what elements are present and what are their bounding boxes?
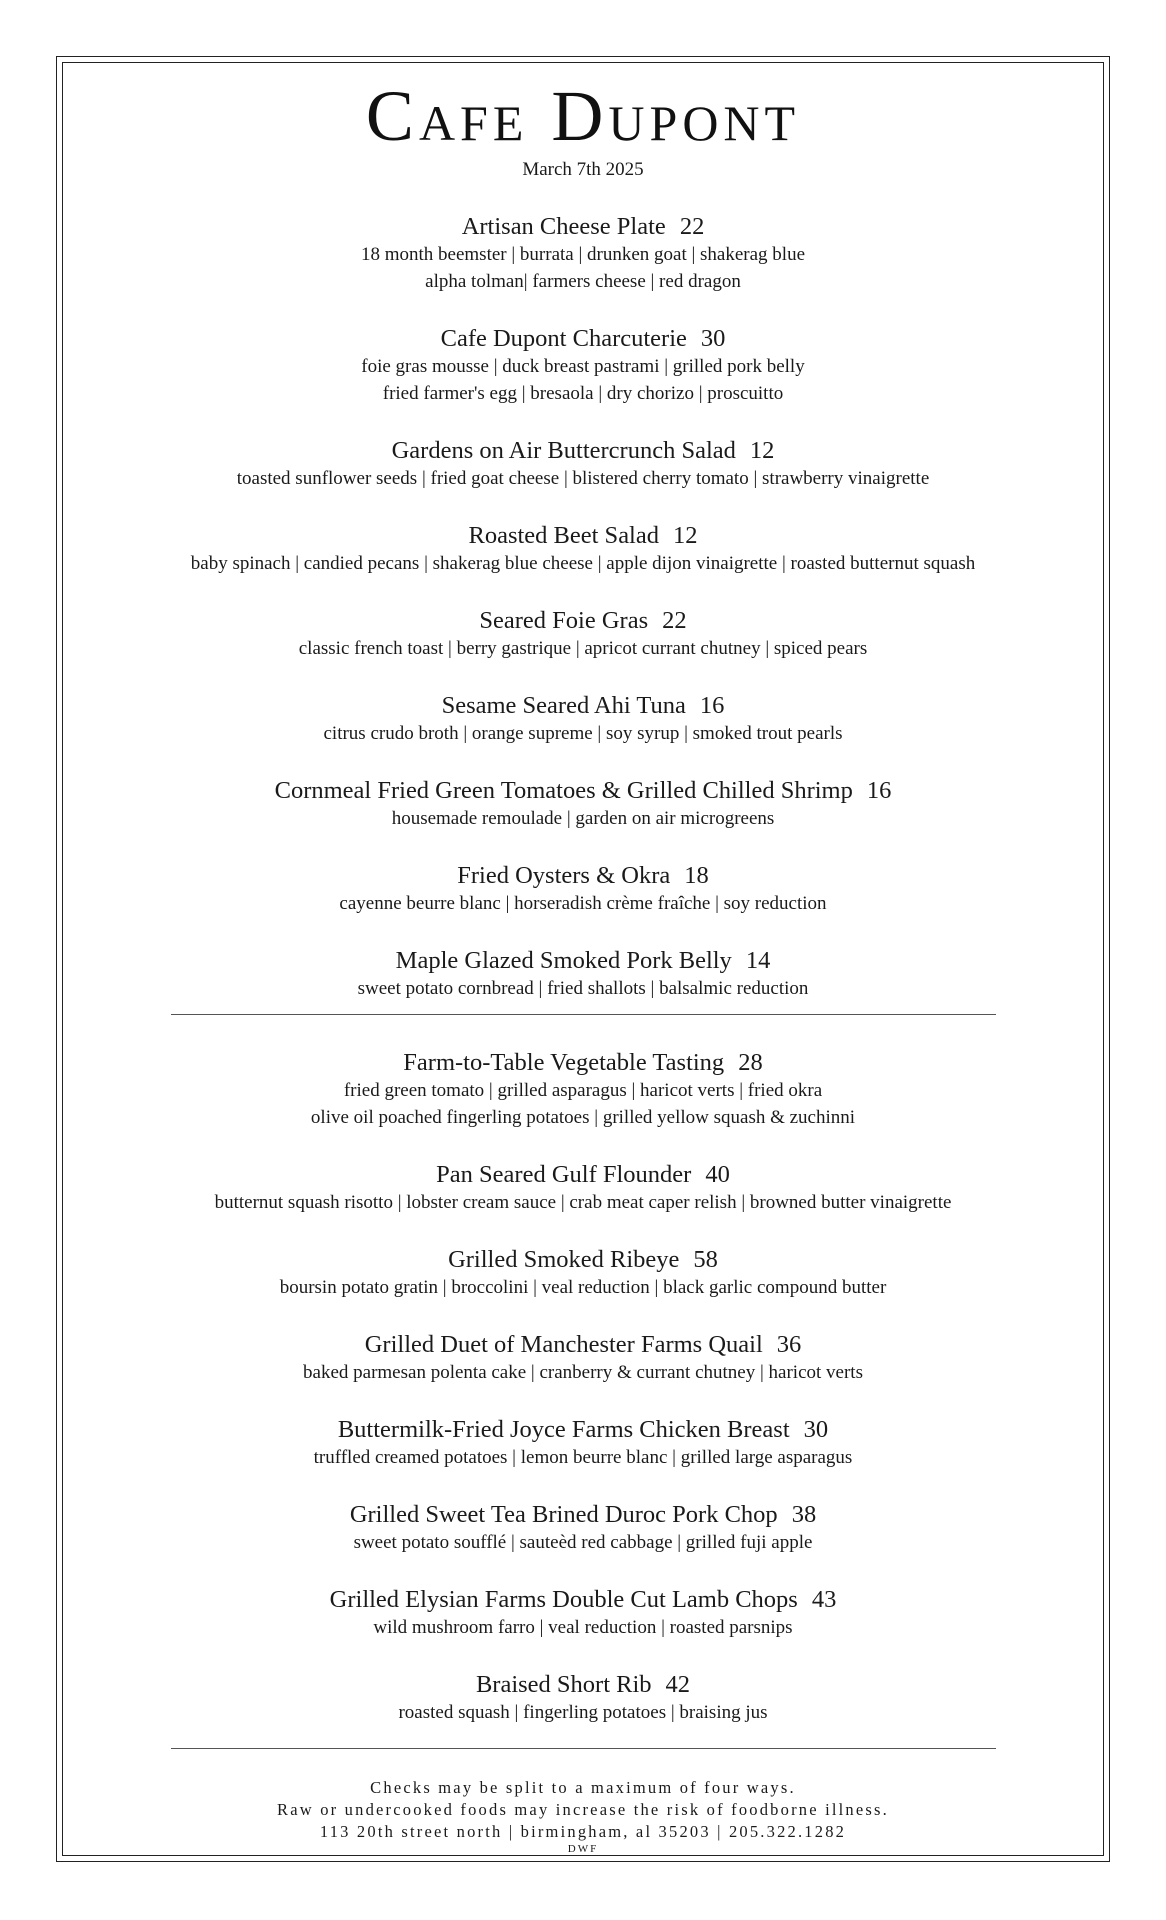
footer-food-warning: Raw or undercooked foods may increase the risk of foodborne illness. xyxy=(277,1800,889,1819)
menu-item xyxy=(62,692,1104,747)
menu-item-description: citrus crudo broth | orange supreme | soy syrup | smoked trout pearls xyxy=(323,723,843,744)
menu-item-name: Farm-to-Table Vegetable Tasting xyxy=(403,1049,725,1076)
menu-item xyxy=(62,777,1104,832)
menu-item-heading xyxy=(62,1049,1104,1077)
menu-item-description: sweet potato soufflé | sauteèd red cabbage | grilled fuji apple xyxy=(353,1532,813,1553)
menu-item xyxy=(62,1161,1104,1216)
menu-item-price: 40 xyxy=(705,1161,730,1188)
menu-item xyxy=(62,862,1104,917)
menu-item-name: Artisan Cheese Plate xyxy=(461,213,666,240)
menu-item-price: 14 xyxy=(745,947,771,974)
menu-item-price: 18 xyxy=(684,862,709,889)
menu-date: March 7th 2025 xyxy=(522,159,644,180)
menu-item-name: Cornmeal Fried Green Tomatoes & Grilled Chilled Shrimp xyxy=(274,777,853,804)
menu-item-heading xyxy=(62,862,1104,890)
menu-item-heading xyxy=(62,522,1104,550)
menu-item-name: Maple Glazed Smoked Pork Belly xyxy=(395,947,732,974)
menu-item-description: housemade remoulade | garden on air microgreens xyxy=(391,808,775,829)
menu-item-heading xyxy=(62,1501,1104,1529)
menu-item-name: Grilled Sweet Tea Brined Duroc Pork Chop xyxy=(349,1501,778,1528)
menu-item-description: boursin potato gratin | broccolini | veal reduction | black garlic compound butter xyxy=(279,1277,887,1298)
menu-content xyxy=(62,62,1104,1855)
menu-item-price: 12 xyxy=(749,437,775,464)
menu-item-price: 58 xyxy=(693,1246,718,1273)
menu-item-price: 12 xyxy=(673,522,698,549)
menu-item-heading xyxy=(62,947,1104,975)
menu-item-price: 28 xyxy=(738,1049,763,1076)
menu-item-price: 36 xyxy=(776,1331,802,1358)
menu-item xyxy=(62,1501,1104,1556)
menu-item xyxy=(62,1246,1104,1301)
menu-item-price: 38 xyxy=(791,1501,817,1528)
restaurant-title: Cafe Dupont xyxy=(365,76,801,156)
footer-divider xyxy=(171,1748,996,1749)
menu-item-description: truffled creamed potatoes | lemon beurre blanc | grilled large asparagus xyxy=(313,1447,853,1468)
menu-item-price: 42 xyxy=(665,1671,691,1698)
menu-item xyxy=(62,1416,1104,1471)
starters-section xyxy=(62,213,1104,1002)
menu-item xyxy=(62,1049,1104,1131)
menu-item-heading xyxy=(62,1331,1104,1359)
menu-item-heading xyxy=(62,777,1104,805)
menu-item-name: Grilled Elysian Farms Double Cut Lamb Chops xyxy=(329,1586,798,1613)
menu-item-name: Buttermilk-Fried Joyce Farms Chicken Breast xyxy=(337,1416,790,1443)
footer-check-policy: Checks may be split to a maximum of four ways. xyxy=(370,1778,796,1797)
menu-item-name: Seared Foie Gras xyxy=(479,607,649,634)
menu-item-description: foie gras mousse | duck breast pastrami | grilled pork belly xyxy=(361,356,805,377)
menu-item xyxy=(62,437,1104,492)
menu-item-price: 30 xyxy=(700,325,726,352)
menu-item-price: 16 xyxy=(866,777,892,804)
menu-item-description: cayenne beurre blanc | horseradish crème fraîche | soy reduction xyxy=(339,893,827,914)
menu-item-heading xyxy=(62,1246,1104,1274)
menu-item-description: toasted sunflower seeds | fried goat cheese | blistered cherry tomato | strawberry vinaigrette xyxy=(236,468,930,489)
menu-item-heading xyxy=(62,325,1104,353)
section-divider xyxy=(171,1014,996,1015)
menu-item-name: Cafe Dupont Charcuterie xyxy=(440,325,687,352)
menu-item-heading xyxy=(62,1416,1104,1444)
menu-item-name: Braised Short Rib xyxy=(475,1671,652,1698)
menu-item xyxy=(62,947,1104,1002)
menu-item xyxy=(62,325,1104,407)
menu-item-name: Grilled Duet of Manchester Farms Quail xyxy=(364,1331,763,1358)
menu-item-description: fried farmer's egg | bresaola | dry chorizo | proscuitto xyxy=(382,383,784,404)
menu-item-description: 18 month beemster | burrata | drunken goat | shakerag blue xyxy=(360,244,806,265)
menu-item-heading xyxy=(62,1161,1104,1189)
menu-item-heading xyxy=(62,1671,1104,1699)
footer-initials: DWF xyxy=(567,1843,599,1855)
menu-item-heading xyxy=(62,437,1104,465)
menu-item-description: wild mushroom farro | veal reduction | roasted parsnips xyxy=(373,1617,793,1638)
menu-item-description: baby spinach | candied pecans | shakerag blue cheese | apple dijon vinaigrette | roasted butternut squash xyxy=(190,553,976,574)
menu-item-heading xyxy=(62,213,1104,241)
menu-item-heading xyxy=(62,607,1104,635)
menu-item-description: baked parmesan polenta cake | cranberry & currant chutney | haricot verts xyxy=(303,1362,863,1383)
menu-item xyxy=(62,522,1104,577)
menu-item-name: Pan Seared Gulf Flounder xyxy=(436,1161,692,1188)
menu-item xyxy=(62,1671,1104,1726)
menu-item-heading xyxy=(62,1586,1104,1614)
menu-item-price: 30 xyxy=(803,1416,829,1443)
menu-item-description: butternut squash risotto | lobster cream sauce | crab meat caper relish | browned butter vinaigrette xyxy=(214,1192,952,1213)
menu-item-name: Fried Oysters & Okra xyxy=(457,862,671,889)
menu-item-price: 22 xyxy=(662,607,687,634)
menu-item-description: classic french toast | berry gastrique | apricot currant chutney | spiced pears xyxy=(298,638,868,659)
menu-item xyxy=(62,1586,1104,1641)
menu-item xyxy=(62,607,1104,662)
menu-item-price: 22 xyxy=(679,213,705,240)
footer-address: 113 20th street north | birmingham, al 35203 | 205.322.1282 xyxy=(319,1822,847,1841)
menu-item-name: Sesame Seared Ahi Tuna xyxy=(441,692,686,719)
menu-item-description: roasted squash | fingerling potatoes | braising jus xyxy=(398,1702,768,1723)
menu-item-name: Grilled Smoked Ribeye xyxy=(448,1246,680,1273)
menu-item-description: sweet potato cornbread | fried shallots | balsalmic reduction xyxy=(357,978,809,999)
menu-item-description: fried green tomato | grilled asparagus | haricot verts | fried okra xyxy=(343,1080,823,1101)
menu-item xyxy=(62,1331,1104,1386)
entrees-section xyxy=(62,1049,1104,1726)
footer xyxy=(62,1777,1104,1855)
menu-item-description: alpha tolman| farmers cheese | red dragon xyxy=(425,271,741,292)
menu-item-name: Roasted Beet Salad xyxy=(468,522,659,549)
menu-item-name: Gardens on Air Buttercrunch Salad xyxy=(391,437,736,464)
menu-item-price: 16 xyxy=(699,692,725,719)
menu-item-price: 43 xyxy=(811,1586,837,1613)
menu-item-heading xyxy=(62,692,1104,720)
menu-item xyxy=(62,213,1104,295)
menu-item-description: olive oil poached fingerling potatoes | grilled yellow squash & zuchinni xyxy=(310,1107,856,1128)
